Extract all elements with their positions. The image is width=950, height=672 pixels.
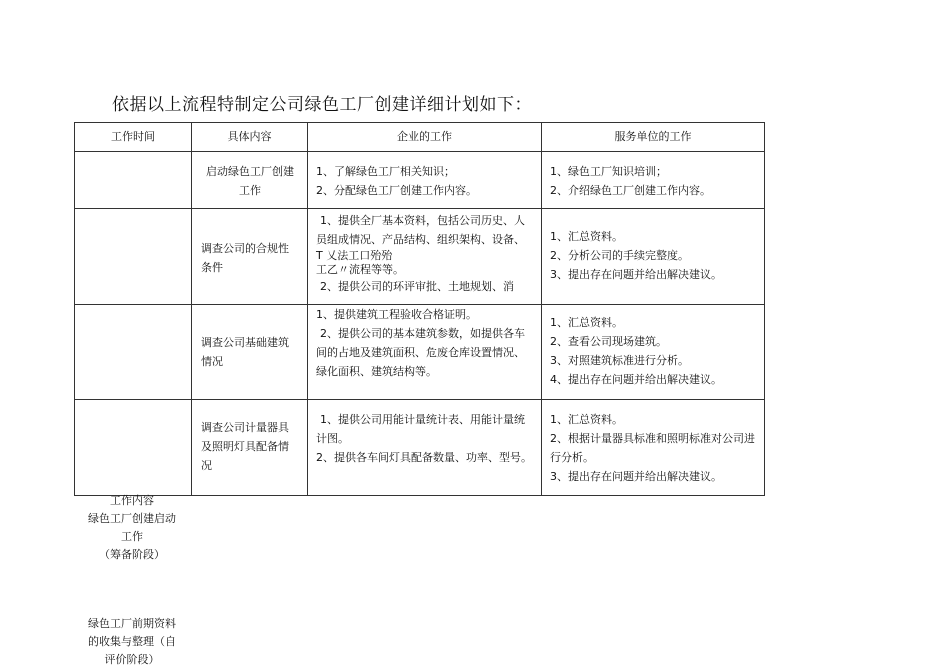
list-item: 2、提供公司的环评审批、土地规划、消 [320,280,514,293]
company-cell [308,400,542,496]
header-company-work: 企业的工作 [308,123,542,152]
content-cell: 调查公司计量器具及照明灯具配备情况 [192,400,308,496]
table-row [75,152,765,209]
time-cell [75,152,192,209]
service-cell [542,209,765,305]
list-item: 3、提出存在问题并给出解决建议。 [550,470,722,483]
list-item: 1、了解绿色工厂相关知识； [316,165,455,178]
list-item: 3、对照建筑标准进行分析。 [550,354,689,367]
list-item: 2、分配绿色工厂创建工作内容。 [316,184,477,197]
list-item: 1、汇总资料。 [550,413,623,426]
list-item: 3、提出存在问题并给出解决建议。 [550,268,722,281]
block-line: 工作 [121,530,143,543]
list-item: 1、提供全厂基本资料，包括公司历史、人员组成情况、产品结构、组织架构、设备、 [316,214,525,246]
list-item: 1、汇总资料。 [550,230,623,243]
list-item: 2、提供各车间灯具配备数量、功率、型号。 [316,451,532,464]
list-item: T 乂法工口殆殆 [316,249,393,262]
list-item: 2、查看公司现场建筑。 [550,335,667,348]
table-header-row [75,123,765,152]
list-item: 1、提供公司用能计量统计表、用能计量统计图。 [316,413,525,445]
service-cell [542,400,765,496]
block-line: 绿色工厂前期资料 [88,617,176,630]
company-cell [308,209,542,305]
time-cell [75,209,192,305]
list-item: 2、根据计量器具标准和照明标准对公司进行分析。 [550,432,755,464]
block-line: 工作内容 [110,494,154,507]
service-cell [542,305,765,400]
list-item: 1、提供建筑工程验收合格证明。 [316,308,477,321]
time-cell [75,305,192,400]
work-content-block [74,492,190,564]
table-row [75,305,765,400]
content-cell: 调查公司基础建筑情况 [192,305,308,400]
list-item: 1、汇总资料。 [550,316,623,329]
service-cell [542,152,765,209]
list-item: 2、提供公司的基本建筑参数，如提供各车间的占地及建筑面积、危废仓库设置情况、绿化面积、建筑结构等。 [316,327,525,378]
time-cell [75,400,192,496]
list-item: 1、绿色工厂知识培训； [550,165,667,178]
page-heading: 依据以上流程特制定公司绿色工厂创建详细计划如下： [112,95,532,115]
header-content: 具体内容 [192,123,308,152]
block-line: 绿色工厂创建启动 [88,512,176,525]
list-item: 4、提出存在问题并给出解决建议。 [550,373,722,386]
list-item: 2、介绍绿色工厂创建工作内容。 [550,184,711,197]
list-item: 工乙〃流程等等。 [316,263,404,276]
list-item: 2、分析公司的手续完整度。 [550,249,689,262]
content-cell: 启动绿色工厂创建工作 [192,152,308,209]
company-cell [308,152,542,209]
data-collection-block [74,615,190,669]
company-cell [308,305,542,400]
header-service-work: 服务单位的工作 [542,123,765,152]
header-work-time: 工作时间 [75,123,192,152]
plan-table [74,122,765,496]
content-cell: 调查公司的合规性条件 [192,209,308,305]
table-row [75,209,765,305]
block-line: 的收集与整理（自 [88,635,176,648]
block-line: 评价阶段） [104,653,160,666]
table-row [75,400,765,496]
block-line: （筹备阶段） [99,548,165,561]
